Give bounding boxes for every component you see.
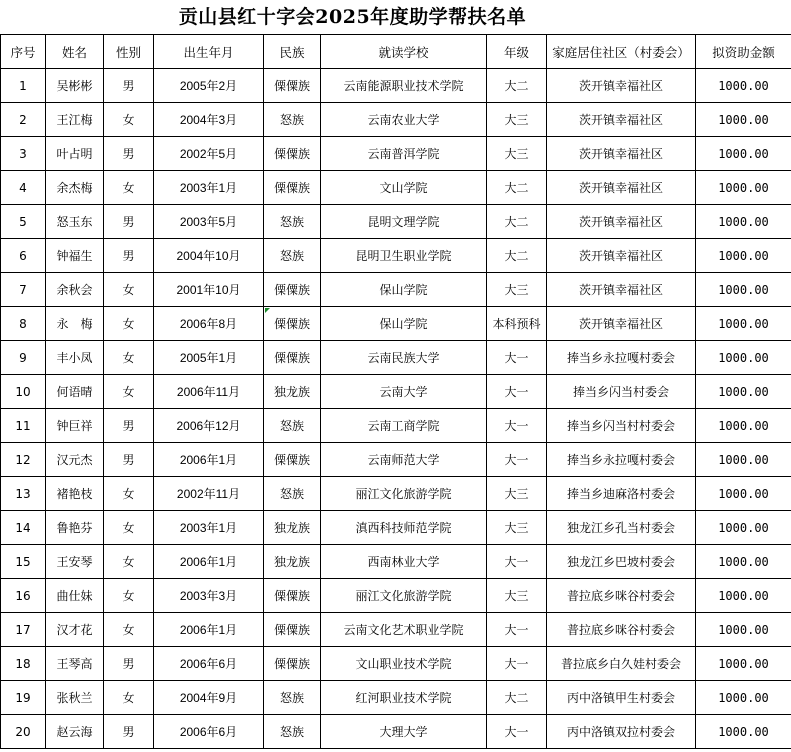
col-header-grade[interactable]: 年级 [487, 35, 547, 69]
cell-grade[interactable]: 大三 [487, 477, 547, 511]
table-row [1, 171, 791, 205]
cell-school[interactable]: 西南林业大学 [321, 545, 487, 579]
cell-index[interactable]: 1 [1, 69, 46, 103]
cell-birth[interactable]: 2006年1月 [154, 443, 264, 477]
cell-community[interactable]: 普拉底乡白久娃村委会 [547, 647, 696, 681]
cell-community[interactable]: 茨开镇幸福社区 [547, 69, 696, 103]
cell-ethnicity[interactable]: 傈僳族 [264, 171, 321, 205]
cell-birth[interactable]: 2004年10月 [154, 239, 264, 273]
cell-birth[interactable]: 2006年1月 [154, 545, 264, 579]
cell-amount[interactable]: 1000.00 [696, 579, 791, 613]
cell-grade[interactable]: 大三 [487, 579, 547, 613]
cell-name[interactable]: 叶占明 [46, 137, 104, 171]
cell-amount[interactable]: 1000.00 [696, 273, 791, 307]
cell-school[interactable]: 云南文化艺术职业学院 [321, 613, 487, 647]
cell-amount[interactable]: 1000.00 [696, 715, 791, 749]
cell-name[interactable]: 永 梅 [46, 307, 104, 341]
cell-school[interactable]: 红河职业技术学院 [321, 681, 487, 715]
col-header-community[interactable]: 家庭居住社区（村委会） [547, 35, 696, 69]
cell-school[interactable]: 云南能源职业技术学院 [321, 69, 487, 103]
cell-school[interactable]: 云南工商学院 [321, 409, 487, 443]
cell-birth[interactable]: 2003年1月 [154, 511, 264, 545]
cell-name[interactable]: 丰小凤 [46, 341, 104, 375]
cell-school[interactable]: 昆明文理学院 [321, 205, 487, 239]
cell-school[interactable]: 云南师范大学 [321, 443, 487, 477]
cell-name[interactable]: 余秋会 [46, 273, 104, 307]
cell-community[interactable]: 捧当乡永拉嘎村委会 [547, 443, 696, 477]
cell-gender[interactable]: 女 [104, 511, 154, 545]
table-row [1, 477, 791, 511]
cell-name[interactable]: 赵云海 [46, 715, 104, 749]
col-header-index[interactable]: 序号 [1, 35, 46, 69]
cell-ethnicity[interactable]: 怒族 [264, 715, 321, 749]
cell-index[interactable]: 14 [1, 511, 46, 545]
cell-community[interactable]: 茨开镇幸福社区 [547, 273, 696, 307]
cell-index[interactable]: 10 [1, 375, 46, 409]
cell-amount[interactable]: 1000.00 [696, 239, 791, 273]
cell-grade[interactable]: 本科预科 [487, 307, 547, 341]
col-header-school[interactable]: 就读学校 [321, 35, 487, 69]
table-row [1, 69, 791, 103]
cell-gender[interactable]: 女 [104, 341, 154, 375]
cell-birth[interactable]: 2004年9月 [154, 681, 264, 715]
cell-grade[interactable]: 大一 [487, 715, 547, 749]
cell-birth[interactable]: 2003年1月 [154, 171, 264, 205]
cell-school[interactable]: 昆明卫生职业学院 [321, 239, 487, 273]
cell-school[interactable]: 云南大学 [321, 375, 487, 409]
cell-name[interactable]: 汉才花 [46, 613, 104, 647]
cell-name[interactable]: 王江梅 [46, 103, 104, 137]
cell-grade[interactable]: 大一 [487, 375, 547, 409]
cell-index[interactable]: 17 [1, 613, 46, 647]
cell-grade[interactable]: 大二 [487, 171, 547, 205]
table-row [1, 409, 791, 443]
cell-gender[interactable]: 男 [104, 137, 154, 171]
cell-index[interactable]: 6 [1, 239, 46, 273]
cell-amount[interactable]: 1000.00 [696, 681, 791, 715]
cell-school[interactable]: 大理大学 [321, 715, 487, 749]
table-row [1, 137, 791, 171]
cell-grade[interactable]: 大二 [487, 681, 547, 715]
cell-grade[interactable]: 大三 [487, 103, 547, 137]
cell-gender[interactable]: 女 [104, 375, 154, 409]
cell-ethnicity[interactable]: 傈僳族 [264, 579, 321, 613]
cell-community[interactable]: 捧当乡迪麻洛村委会 [547, 477, 696, 511]
cell-community[interactable]: 独龙江乡巴坡村委会 [547, 545, 696, 579]
cell-name[interactable]: 鲁艳芬 [46, 511, 104, 545]
cell-gender[interactable]: 男 [104, 205, 154, 239]
cell-amount[interactable]: 1000.00 [696, 511, 791, 545]
cell-gender[interactable]: 女 [104, 545, 154, 579]
cell-community[interactable]: 茨开镇幸福社区 [547, 307, 696, 341]
table-row [1, 511, 791, 545]
cell-gender[interactable]: 女 [104, 103, 154, 137]
cell-community[interactable]: 捧当乡永拉嘎村委会 [547, 341, 696, 375]
cell-gender[interactable]: 女 [104, 681, 154, 715]
table-row [1, 579, 791, 613]
cell-gender[interactable]: 男 [104, 647, 154, 681]
cell-community[interactable]: 茨开镇幸福社区 [547, 103, 696, 137]
cell-birth[interactable]: 2005年2月 [154, 69, 264, 103]
cell-ethnicity[interactable]: 傈僳族 [264, 273, 321, 307]
cell-amount[interactable]: 1000.00 [696, 409, 791, 443]
table-row [1, 205, 791, 239]
cell-index[interactable]: 8 [1, 307, 46, 341]
cell-ethnicity[interactable]: 独龙族 [264, 375, 321, 409]
cell-gender[interactable]: 男 [104, 239, 154, 273]
col-header-ethnicity[interactable]: 民族 [264, 35, 321, 69]
cell-name[interactable]: 吴彬彬 [46, 69, 104, 103]
cell-gender[interactable]: 女 [104, 477, 154, 511]
cell-school[interactable]: 云南普洱学院 [321, 137, 487, 171]
cell-school[interactable]: 丽江文化旅游学院 [321, 477, 487, 511]
cell-gender[interactable]: 女 [104, 307, 154, 341]
cell-amount[interactable]: 1000.00 [696, 103, 791, 137]
cell-birth[interactable]: 2003年5月 [154, 205, 264, 239]
cell-index[interactable]: 11 [1, 409, 46, 443]
cell-amount[interactable]: 1000.00 [696, 341, 791, 375]
cell-community[interactable]: 丙中洛镇双拉村委会 [547, 715, 696, 749]
cell-birth[interactable]: 2004年3月 [154, 103, 264, 137]
cell-birth[interactable]: 2006年8月 [154, 307, 264, 341]
cell-name[interactable]: 汉元杰 [46, 443, 104, 477]
cell-index[interactable]: 3 [1, 137, 46, 171]
cell-school[interactable]: 文山职业技术学院 [321, 647, 487, 681]
cell-grade[interactable]: 大三 [487, 273, 547, 307]
cell-birth[interactable]: 2006年11月 [154, 375, 264, 409]
cell-amount[interactable]: 1000.00 [696, 307, 791, 341]
cell-community[interactable]: 茨开镇幸福社区 [547, 239, 696, 273]
table-row [1, 341, 791, 375]
table-row [1, 273, 791, 307]
col-header-gender[interactable]: 性别 [104, 35, 154, 69]
cell-index[interactable]: 13 [1, 477, 46, 511]
cell-name[interactable]: 钟巨祥 [46, 409, 104, 443]
cell-grade[interactable]: 大一 [487, 409, 547, 443]
cell-ethnicity[interactable]: 傈僳族 [264, 307, 321, 341]
cell-school[interactable]: 保山学院 [321, 273, 487, 307]
cell-index[interactable]: 15 [1, 545, 46, 579]
cell-school[interactable]: 文山学院 [321, 171, 487, 205]
cell-name[interactable]: 钟福生 [46, 239, 104, 273]
cell-index[interactable]: 16 [1, 579, 46, 613]
cell-ethnicity[interactable]: 傈僳族 [264, 613, 321, 647]
cell-ethnicity[interactable]: 怒族 [264, 205, 321, 239]
cell-index[interactable]: 12 [1, 443, 46, 477]
cell-grade[interactable]: 大二 [487, 205, 547, 239]
cell-community[interactable]: 茨开镇幸福社区 [547, 205, 696, 239]
cell-amount[interactable]: 1000.00 [696, 171, 791, 205]
cell-community[interactable]: 捧当乡闪当村村委会 [547, 409, 696, 443]
cell-grade[interactable]: 大一 [487, 443, 547, 477]
cell-name[interactable]: 王琴高 [46, 647, 104, 681]
cell-name[interactable]: 怒玉东 [46, 205, 104, 239]
cell-name[interactable]: 曲仕妹 [46, 579, 104, 613]
table-row [1, 103, 791, 137]
cell-school[interactable]: 云南民族大学 [321, 341, 487, 375]
cell-ethnicity[interactable]: 怒族 [264, 239, 321, 273]
cell-birth[interactable]: 2006年6月 [154, 647, 264, 681]
cell-ethnicity[interactable]: 独龙族 [264, 511, 321, 545]
cell-name[interactable]: 褚艳枝 [46, 477, 104, 511]
cell-gender[interactable]: 女 [104, 579, 154, 613]
cell-name[interactable]: 余杰梅 [46, 171, 104, 205]
cell-index[interactable]: 2 [1, 103, 46, 137]
cell-community[interactable]: 茨开镇幸福社区 [547, 137, 696, 171]
cell-index[interactable]: 18 [1, 647, 46, 681]
cell-gender[interactable]: 女 [104, 171, 154, 205]
subsidy-table [0, 34, 791, 749]
col-header-amount[interactable]: 拟资助金额 [696, 35, 791, 69]
cell-name[interactable]: 张秋兰 [46, 681, 104, 715]
cell-amount[interactable]: 1000.00 [696, 443, 791, 477]
cell-amount[interactable]: 1000.00 [696, 137, 791, 171]
cell-index[interactable]: 9 [1, 341, 46, 375]
cell-amount[interactable]: 1000.00 [696, 647, 791, 681]
document-title: 贡山县红十字会2025年度助学帮扶名单 [178, 6, 527, 28]
cell-grade[interactable]: 大三 [487, 137, 547, 171]
cell-gender[interactable]: 男 [104, 443, 154, 477]
header-row [1, 35, 791, 69]
cell-grade[interactable]: 大二 [487, 239, 547, 273]
cell-birth[interactable]: 2006年1月 [154, 613, 264, 647]
cell-name[interactable]: 何语晴 [46, 375, 104, 409]
cell-gender[interactable]: 男 [104, 409, 154, 443]
cell-birth[interactable]: 2006年6月 [154, 715, 264, 749]
cell-index[interactable]: 20 [1, 715, 46, 749]
cell-amount[interactable]: 1000.00 [696, 69, 791, 103]
cell-ethnicity[interactable]: 傈僳族 [264, 443, 321, 477]
cell-gender[interactable]: 女 [104, 613, 154, 647]
cell-amount[interactable]: 1000.00 [696, 613, 791, 647]
cell-community[interactable]: 独龙江乡孔当村委会 [547, 511, 696, 545]
cell-amount[interactable]: 1000.00 [696, 375, 791, 409]
cell-index[interactable]: 19 [1, 681, 46, 715]
table-row [1, 239, 791, 273]
table-row [1, 613, 791, 647]
cell-birth[interactable]: 2001年10月 [154, 273, 264, 307]
cell-birth[interactable]: 2002年11月 [154, 477, 264, 511]
table-row [1, 715, 791, 749]
cell-grade[interactable]: 大一 [487, 545, 547, 579]
cell-amount[interactable]: 1000.00 [696, 545, 791, 579]
cell-school[interactable]: 丽江文化旅游学院 [321, 579, 487, 613]
table-row [1, 681, 791, 715]
table-row [1, 545, 791, 579]
cell-grade[interactable]: 大一 [487, 647, 547, 681]
cell-ethnicity[interactable]: 怒族 [264, 681, 321, 715]
table-row [1, 375, 791, 409]
cell-ethnicity[interactable]: 傈僳族 [264, 341, 321, 375]
cell-school[interactable]: 云南农业大学 [321, 103, 487, 137]
cell-ethnicity[interactable]: 怒族 [264, 477, 321, 511]
cell-community[interactable]: 丙中洛镇甲生村委会 [547, 681, 696, 715]
cell-ethnicity[interactable]: 傈僳族 [264, 647, 321, 681]
cell-index[interactable]: 5 [1, 205, 46, 239]
table-row [1, 647, 791, 681]
table-row [1, 443, 791, 477]
cell-gender[interactable]: 女 [104, 273, 154, 307]
col-header-birth[interactable]: 出生年月 [154, 35, 264, 69]
cell-name[interactable]: 王安琴 [46, 545, 104, 579]
cell-gender[interactable]: 男 [104, 715, 154, 749]
cell-grade[interactable]: 大一 [487, 341, 547, 375]
cell-birth[interactable]: 2006年12月 [154, 409, 264, 443]
cell-grade[interactable]: 大三 [487, 511, 547, 545]
cell-school[interactable]: 滇西科技师范学院 [321, 511, 487, 545]
cell-index[interactable]: 4 [1, 171, 46, 205]
cell-community[interactable]: 普拉底乡咪谷村委会 [547, 579, 696, 613]
cell-school[interactable]: 保山学院 [321, 307, 487, 341]
cell-ethnicity[interactable]: 独龙族 [264, 545, 321, 579]
cell-community[interactable]: 普拉底乡咪谷村委会 [547, 613, 696, 647]
cell-birth[interactable]: 2005年1月 [154, 341, 264, 375]
cell-index[interactable]: 7 [1, 273, 46, 307]
cell-ethnicity[interactable]: 怒族 [264, 103, 321, 137]
cell-amount[interactable]: 1000.00 [696, 477, 791, 511]
cell-community[interactable]: 捧当乡闪当村委会 [547, 375, 696, 409]
cell-birth[interactable]: 2003年3月 [154, 579, 264, 613]
cell-amount[interactable]: 1000.00 [696, 205, 791, 239]
cell-ethnicity[interactable]: 傈僳族 [264, 137, 321, 171]
cell-birth[interactable]: 2002年5月 [154, 137, 264, 171]
table-row [1, 307, 791, 341]
cell-gender[interactable]: 男 [104, 69, 154, 103]
cell-ethnicity[interactable]: 怒族 [264, 409, 321, 443]
cell-community[interactable]: 茨开镇幸福社区 [547, 171, 696, 205]
cell-ethnicity[interactable]: 傈僳族 [264, 69, 321, 103]
cell-grade[interactable]: 大二 [487, 69, 547, 103]
col-header-name[interactable]: 姓名 [46, 35, 104, 69]
cell-grade[interactable]: 大一 [487, 613, 547, 647]
